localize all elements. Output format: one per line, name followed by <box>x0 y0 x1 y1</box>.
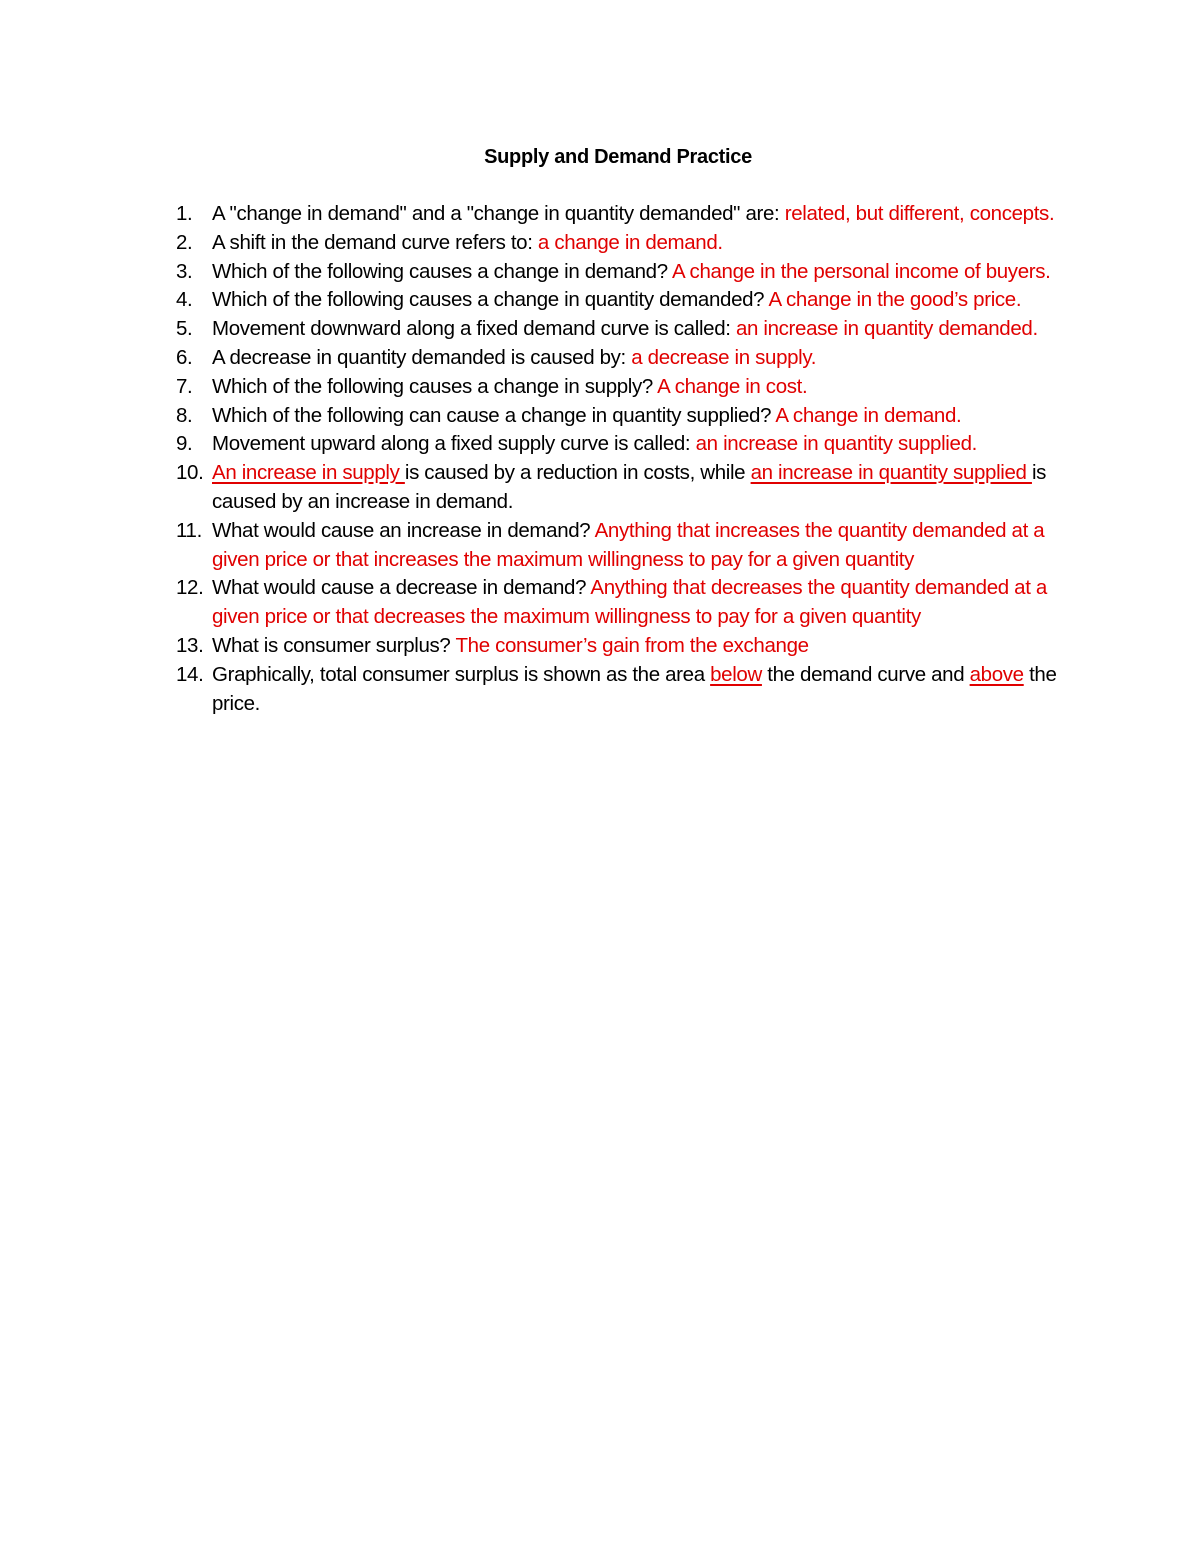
question-item <box>176 258 1071 287</box>
question-text: is caused by a reduction in costs, while <box>404 461 751 485</box>
question-text: Which of the following causes a change in demand? <box>212 259 672 283</box>
answer-text: A change in the good’s price. <box>768 288 1022 312</box>
question-item <box>176 430 1071 459</box>
question-item <box>176 229 1071 258</box>
question-text: Movement downward along a fixed demand curve is called: <box>212 317 736 341</box>
question-text: A "change in demand" and a "change in quantity demanded" are: <box>212 202 785 225</box>
question-text: is caused by an increase in demand. <box>212 461 1047 513</box>
question-number: 12. <box>176 576 204 600</box>
question-item <box>176 200 1071 229</box>
question-text: What would cause an increase in demand? <box>212 518 595 542</box>
page-title: Supply and Demand Practice <box>484 146 752 168</box>
answer-text-underlined: below <box>710 662 762 686</box>
question-item <box>176 632 1071 661</box>
answer-text: The consumer’s gain from the exchange <box>455 633 809 657</box>
question-number: 6. <box>176 345 193 369</box>
answer-text: A change in demand. <box>775 403 962 427</box>
question-number: 7. <box>176 374 193 398</box>
question-number: 13. <box>176 633 204 657</box>
question-number: 10. <box>176 461 204 485</box>
question-number: 9. <box>176 432 193 456</box>
answer-text: A change in cost. <box>657 374 808 398</box>
question-item <box>176 574 1071 632</box>
question-item <box>176 373 1071 402</box>
question-number: 11. <box>176 518 202 542</box>
answer-text-underlined: An increase in supply <box>212 461 405 485</box>
question-text: Which of the following causes a change in supply? <box>212 374 658 398</box>
answer-text: Anything that increases the quantity demanded at a given price or that increases the maximum willingness to pay for a given quantity <box>212 518 1045 571</box>
question-item <box>176 344 1071 373</box>
question-number: 2. <box>176 230 193 254</box>
question-text: What is consumer surplus? <box>212 633 456 657</box>
question-number: 8. <box>176 403 193 427</box>
answer-text: a decrease in supply. <box>631 345 817 369</box>
answer-text: an increase in quantity demanded. <box>735 317 1038 341</box>
question-text: Which of the following causes a change in quantity demanded? <box>212 288 769 312</box>
question-number: 3. <box>176 259 193 283</box>
question-text: Graphically, total consumer surplus is shown as the area <box>212 662 711 686</box>
answer-text-underlined: an increase in quantity supplied <box>750 461 1032 485</box>
answer-text: A change in the personal income of buyers. <box>672 259 1051 283</box>
question-text: Which of the following can cause a change in quantity supplied? <box>212 403 776 427</box>
question-list <box>176 200 1071 718</box>
answer-text-underlined: above <box>969 662 1024 686</box>
answer-text: an increase in quantity supplied. <box>695 432 977 456</box>
question-text: What would cause a decrease in demand? <box>212 576 591 600</box>
question-item <box>176 661 1071 719</box>
question-number: 5. <box>176 317 193 341</box>
answer-text: a change in demand. <box>537 230 723 254</box>
question-number: 4. <box>176 288 193 312</box>
answer-text: Anything that decreases the quantity demanded at a given price or that decreases the maximum willingness to pay for a given quantity <box>212 576 1047 629</box>
question-item <box>176 402 1071 431</box>
question-text: A shift in the demand curve refers to: <box>212 230 538 254</box>
question-text: the price. <box>212 662 1057 715</box>
question-text: the demand curve and <box>761 662 970 686</box>
question-number: 1. <box>176 202 193 225</box>
question-number: 14. <box>176 662 204 686</box>
question-text: A decrease in quantity demanded is caused by: <box>212 345 632 369</box>
question-text: Movement upward along a fixed supply curve is called: <box>212 432 696 456</box>
answer-text: related, but different, concepts. <box>784 202 1055 225</box>
question-item <box>176 517 1071 575</box>
question-item <box>176 286 1071 315</box>
question-item <box>176 459 1071 517</box>
question-item <box>176 315 1071 344</box>
